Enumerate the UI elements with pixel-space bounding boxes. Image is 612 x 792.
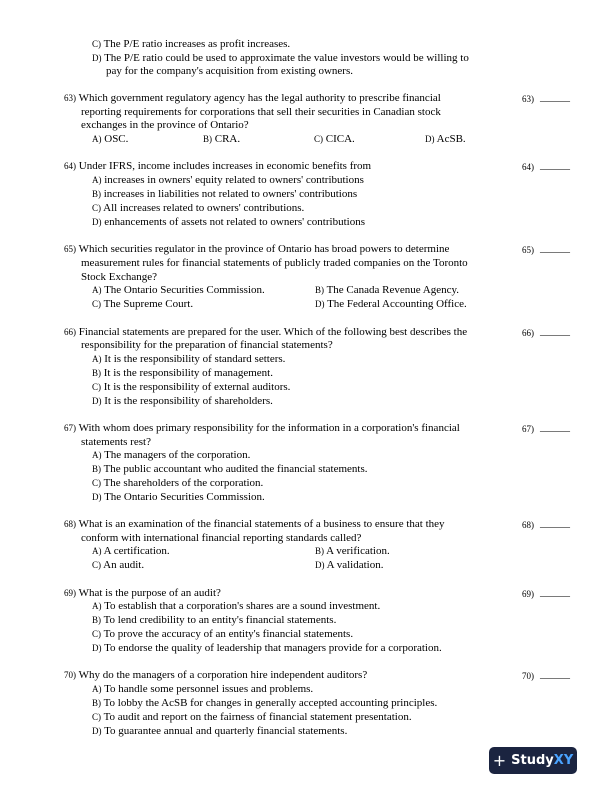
answer-label: 66): [522, 328, 534, 338]
question-stem-line: statements rest?: [81, 436, 151, 448]
question-stem-line: 66) Financial statements are prepared for the user. Which of the following best describes the: [64, 326, 468, 338]
answer-blank[interactable]: ______: [540, 326, 570, 337]
option-b: B) To lobby the AcSB for changes in generally accepted accounting principles.: [92, 697, 438, 709]
answer-label: 63): [522, 94, 534, 104]
option-c: C) The Supreme Court.: [92, 298, 194, 310]
answer-blank[interactable]: ______: [540, 518, 570, 529]
option-d: D) The Federal Accounting Office.: [315, 298, 467, 310]
answer-blank[interactable]: ______: [540, 243, 570, 254]
option-label: C): [92, 39, 101, 49]
question-number: 70): [64, 670, 76, 680]
brand-prefix: Study: [511, 753, 554, 768]
option-d: [92, 52, 469, 65]
option-a: A) The managers of the corporation.: [92, 449, 251, 461]
brand-suffix: XY: [553, 753, 574, 768]
option-b: B) To lend credibility to an entity's financial statements.: [92, 614, 337, 626]
answer-blank[interactable]: ______: [540, 422, 570, 433]
option-text: The P/E ratio could be used to approximate the value investors would be willing to: [104, 52, 469, 64]
option-a: A) The Ontario Securities Commission.: [92, 284, 265, 296]
question-stem-line: 68) What is an examination of the financial statements of a business to ensure that they: [64, 518, 445, 530]
option-b: B) The public accountant who audited the financial statements.: [92, 463, 368, 475]
option-c: C) All increases related to owners' contributions.: [92, 202, 305, 214]
option-a: A) OSC.: [92, 133, 129, 145]
question-stem-line: 67) With whom does primary responsibility for the information in a corporation's financial: [64, 422, 460, 434]
option-a: A) increases in owners' equity related to owners' contributions: [92, 174, 364, 186]
question-number: 69): [64, 588, 76, 598]
question-number: 64): [64, 161, 76, 171]
option-c: C) An audit.: [92, 559, 145, 571]
option-b: B) It is the responsibility of management.: [92, 367, 273, 379]
question-stem-line: conform with international financial reporting standards called?: [81, 532, 362, 544]
question-stem-line: 64) Under IFRS, income includes increases in economic benefits from: [64, 160, 372, 172]
option-b: B) The Canada Revenue Agency.: [315, 284, 460, 296]
option-c: C) It is the responsibility of external auditors.: [92, 381, 291, 393]
answer-blank[interactable]: ______: [540, 669, 570, 680]
option-b: B) increases in liabilities not related to owners' contributions: [92, 188, 358, 200]
question-number: 67): [64, 423, 76, 433]
option-d-continued: pay for the company's acquisition from existing owners.: [106, 65, 353, 77]
question-stem-line: 69) What is the purpose of an audit?: [64, 587, 221, 599]
option-d: D) It is the responsibility of shareholders.: [92, 395, 273, 407]
option-a: A) To establish that a corporation's shares are a sound investment.: [92, 600, 381, 612]
option-c: [92, 38, 290, 51]
option-d: D) AcSB.: [425, 133, 466, 145]
answer-blank[interactable]: ______: [540, 160, 570, 171]
answer-label: 69): [522, 589, 534, 599]
question-number: 63): [64, 93, 76, 103]
option-c: C) The shareholders of the corporation.: [92, 477, 264, 489]
option-d: D) enhancements of assets not related to owners' contributions: [92, 216, 365, 228]
option-a: A) It is the responsibility of standard setters.: [92, 353, 286, 365]
question-stem-line: Stock Exchange?: [81, 271, 158, 283]
option-d: D) To endorse the quality of leadership that managers provide for a corporation.: [92, 642, 442, 654]
option-c: C) CICA.: [314, 133, 355, 145]
question-stem-line: reporting requirements for corporations that sell their securities in Canadian stock: [81, 106, 441, 118]
answer-blank[interactable]: ______: [540, 587, 570, 598]
option-d: D) The Ontario Securities Commission.: [92, 491, 265, 503]
question-stem-line: measurement rules for financial statements of publicly traded companies on the Toronto: [81, 257, 468, 269]
option-d: D) To guarantee annual and quarterly financial statements.: [92, 725, 348, 737]
question-stem-line: 63) Which government regulatory agency has the legal authority to prescribe financial: [64, 92, 441, 104]
question-number: 65): [64, 244, 76, 254]
answer-label: 70): [522, 671, 534, 681]
question-number: 68): [64, 519, 76, 529]
option-d: D) A validation.: [315, 559, 384, 571]
question-stem-line: responsibility for the preparation of financial statements?: [81, 339, 333, 351]
question-stem-line: 65) Which securities regulator in the province of Ontario has broad powers to determine: [64, 243, 450, 255]
answer-label: 64): [522, 162, 534, 172]
option-a: A) To handle some personnel issues and problems.: [92, 683, 314, 695]
answer-label: 65): [522, 245, 534, 255]
question-stem-line: exchanges in the province of Ontario?: [81, 119, 249, 131]
option-c: C) To audit and report on the fairness of financial statement presentation.: [92, 711, 412, 723]
answer-blank[interactable]: ______: [540, 92, 570, 103]
question-stem-line: 70) Why do the managers of a corporation hire independent auditors?: [64, 669, 368, 681]
plus-icon: +: [492, 751, 507, 770]
option-b: B) A verification.: [315, 545, 390, 557]
answer-label: 68): [522, 520, 534, 530]
option-c: C) To prove the accuracy of an entity's financial statements.: [92, 628, 354, 640]
option-a: A) A certification.: [92, 545, 170, 557]
answer-label: 67): [522, 424, 534, 434]
studyxy-logo[interactable]: [489, 747, 577, 774]
option-text: The P/E ratio increases as profit increases.: [103, 38, 291, 50]
question-number: 66): [64, 327, 76, 337]
option-label: D): [92, 53, 102, 63]
option-b: B) CRA.: [203, 133, 241, 145]
